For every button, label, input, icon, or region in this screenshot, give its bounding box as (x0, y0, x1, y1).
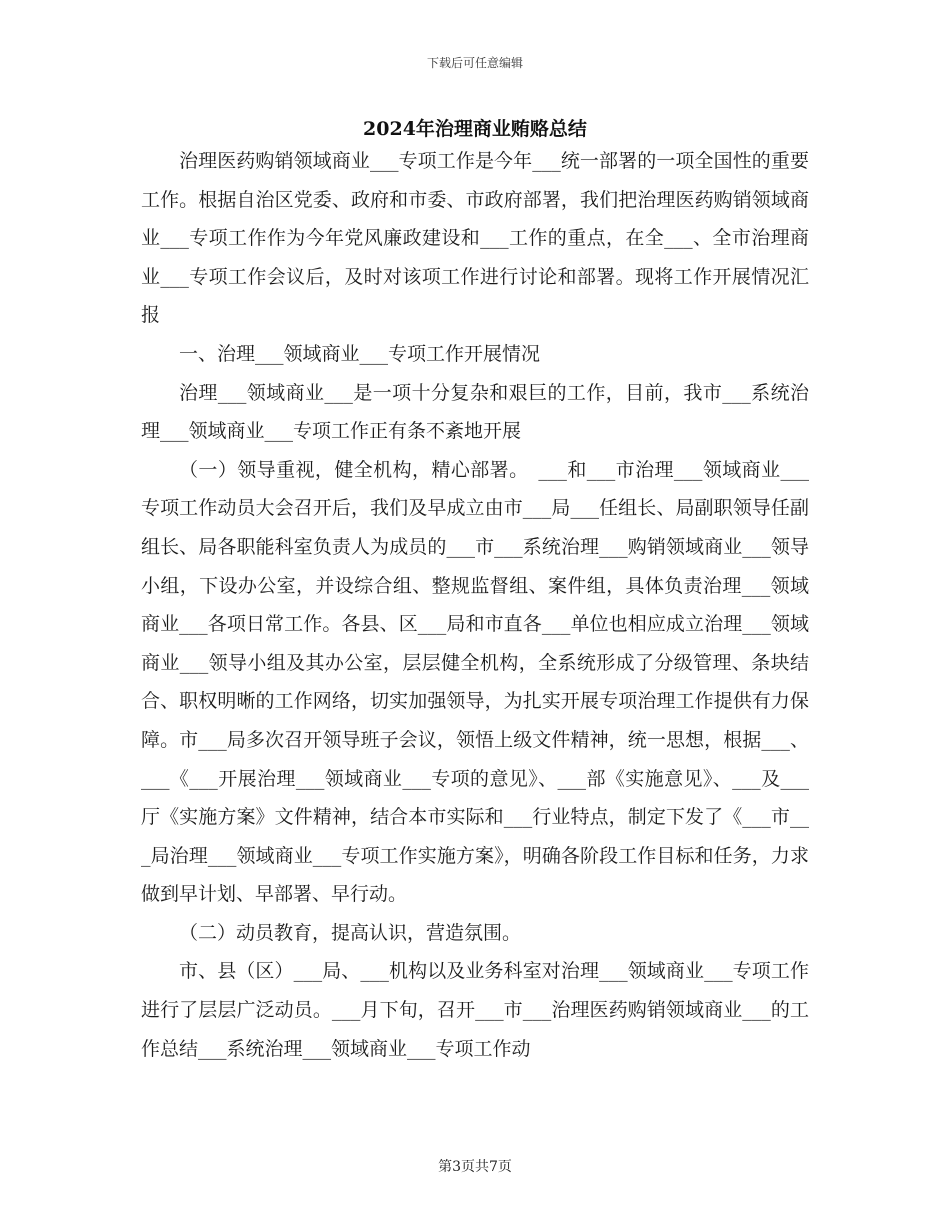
paragraph-intro: 治理医药购销领域商业___专项工作是今年___统一部署的一项全国性的重要工作。根据自治区党委、政府和市委、市政府部署，我们把治理医药购销领域商业___专项工作作为今年党风廉政建设和___工作的重点，在全___、全市治理商业___专项工作会议后，及时对该项工作进行讨论和部署。现将工作开展情况汇报 (141, 150, 809, 327)
document-title: 2024年治理商业贿赂总结 (363, 118, 587, 140)
section-heading-1: 一、治理___领域商业___专项工作开展情况 (179, 342, 541, 365)
document-body (141, 142, 809, 1068)
paragraph-leadership: （一）领导重视，健全机构，精心部署。 ___和___市治理___领域商业___专项工作动员大会召开后，我们及早成立由市___局___任组长、局副职领导任副组长、局各职能科室负责人为成员的___市___系统治理___购销领域商业___领导小组，下设办公室，并设综合组、整规监督组、案件组，具体负责治理___领域商业___各项日常工作。各县、区___局和市直各___单位也相应成立治理___领域商业___领导小组及其办公室，层层健全机构，全系统形成了分级管理、条块结合、职权明晰的工作网络，切实加强领导，为扎实开展专项治理工作提供有力保障。市___局多次召开领导班子会议，领悟上级文件精神，统一思想，根据___、___《___开展治理___领域商业___专项的意见》、___部《实施意见》、___及___厅《实施方案》文件精神，结合本市实际和___行业特点，制定下发了《___市___局治理___领域商业___专项工作实施方案》，明确各阶段工作目标和任务，力求做到早计划、早部署、早行动。 (141, 458, 809, 906)
page-number: 第3页共7页 (438, 1159, 512, 1175)
paragraph-mobilization: 市、县（区）___局、___机构以及业务科室对治理___领域商业___专项工作进行了层层广泛动员。___月下旬，召开___市___治理医药购销领域商业___的工作总结___系统治理___领域商业___专项工作动 (141, 960, 809, 1060)
paragraph-overview: 治理___领域商业___是一项十分复杂和艰巨的工作，目前，我市___系统治理___领域商业___专项工作正有条不紊地开展 (141, 381, 809, 443)
subheading-mobilization: （二）动员教育，提高认识，营造氛围。 (179, 921, 522, 944)
header-note: 下载后可任意编辑 (426, 56, 523, 70)
